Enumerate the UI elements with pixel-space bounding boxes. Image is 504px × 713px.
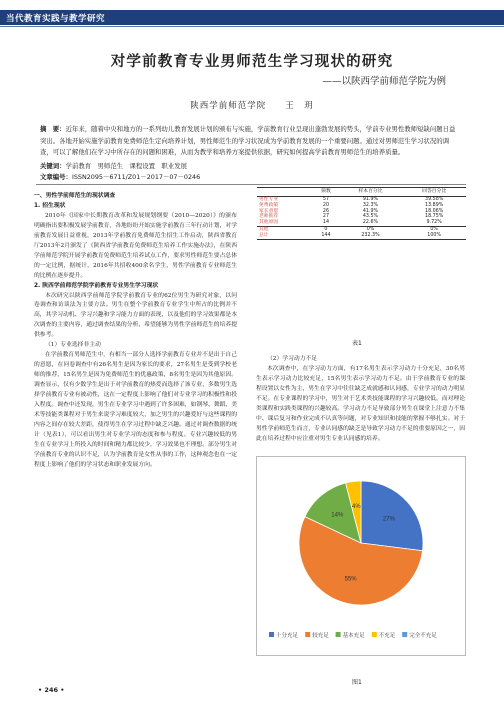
table-cell: 91.9% bbox=[362, 197, 379, 202]
article-id-label: 文章编号： bbox=[40, 173, 72, 181]
table-cell: 144 bbox=[313, 233, 338, 239]
table-cell: 43.5% bbox=[362, 214, 379, 220]
right-column bbox=[256, 355, 465, 445]
legend-label: 较充足 bbox=[312, 633, 329, 639]
legend-label: 完全不充足 bbox=[409, 633, 437, 639]
table-cell: 100% bbox=[402, 233, 466, 239]
table-cell: 20 bbox=[322, 202, 329, 208]
table-cell: 13.89% bbox=[425, 202, 444, 208]
legend-label: 不充足 bbox=[378, 633, 396, 639]
table-cell: 家长意愿 bbox=[259, 208, 279, 214]
article-subtitle: ——以陕西学前师范学院为例 bbox=[322, 76, 446, 87]
table-cell: 0% bbox=[339, 226, 403, 232]
header-divider bbox=[0, 26, 504, 27]
keywords bbox=[40, 161, 187, 170]
table-cell: 0% bbox=[402, 226, 466, 232]
table-header-cell: 样本百分比 bbox=[339, 188, 403, 197]
pie-chart-figure bbox=[256, 456, 466, 656]
table-cell: 其他原因 bbox=[259, 220, 279, 226]
figure-caption: 图1 bbox=[352, 679, 362, 686]
article-id bbox=[40, 172, 200, 181]
table-row-total bbox=[257, 233, 466, 239]
table-cell: 18.75% bbox=[425, 214, 444, 220]
keywords-text: 学前教育 男师范生 课程设置 职业发展 bbox=[65, 162, 187, 170]
table-cell: 26 bbox=[322, 208, 329, 214]
left-column bbox=[34, 192, 237, 471]
section-heading: 一、男性学前师范生的现状调查 bbox=[34, 193, 116, 199]
table-header-cell: 回答百分比 bbox=[402, 188, 466, 197]
table-cell: 总计 bbox=[257, 233, 313, 239]
table-cell: 32.3% bbox=[362, 202, 379, 208]
journal-header-bar bbox=[0, 10, 504, 25]
article-id-value: ISSN2095－6711/Z01－2017－07－0246 bbox=[71, 173, 201, 181]
subsection-heading: （2）学习动力不足 bbox=[267, 356, 318, 362]
table-cell: 232.3% bbox=[339, 233, 403, 239]
legend-swatch bbox=[269, 632, 274, 637]
paragraph: 本次研究以陕西学前师范学院学前教育专业的62位男生为研究对象，以问卷调查和访谈法为主要方法。男生在整个学前教育专业学生中所占的比例并不高，其学习动机、学习兴趣和学习能力方面的表现，以及他们的学习效果都是本次调查的主要内容，通过调查结果的分析，希望能够为男性学前师范生的培养提供参考。 bbox=[34, 292, 237, 339]
abstract-divider bbox=[36, 184, 466, 185]
legend-swatch bbox=[336, 632, 341, 637]
paragraph: 本次调查中，在学习动力方面，有17名男生表示学习动力十分充足，30名男生表示学习动力比较充足，15名男生表示学习动力不足。由于学前教育专业的课程设置以女性为主，男生在学习中往往缺乏成就感和认同感，专业学习的动力明显不足。在专业课程的学习中，男生对于艺术类技能课程的学习兴趣较低，而对理论类课程和实践类课程的兴趣较高。学习动力不足导致部分男生在课堂上注意力不集中、课后复习和作业完成不认真等问题，对专业知识和技能的掌握不够扎实。对于男性学前师范生而言，专业认同感的缺乏是导致学习动力不足的重要原因之一，因此在培养过程中应注重对男生专业认同感的培养。 bbox=[256, 365, 465, 442]
subsection-heading: （1）专业选择非主动 bbox=[45, 342, 101, 349]
table-cell: 免费政策 bbox=[259, 202, 279, 208]
table-header-cell bbox=[257, 188, 313, 197]
table-cell: 其他 bbox=[257, 226, 313, 232]
pie-slice-label: 14% bbox=[331, 512, 344, 519]
table-cell: 57 bbox=[322, 197, 329, 202]
table-cell: 14 bbox=[322, 220, 329, 226]
abstract-text: 近年来，随着中央和地方的一系列幼儿教育发展计划的颁布与实施，学前教育行业呈现出蓬勃发展的势头，学前专业男性教师短缺问题日益突出。各地开始实施学前教育免费师范生定向培养计划，男性师范生的学习状况成为学前教育发展的一个重要问题。通过对男师范生学习状况的调查，可以了解他们在学习中所存在的问题和困难，从而为教学和培养方案提供依据，研究如何提高学前教育男师范生的培养质量。 bbox=[40, 125, 456, 157]
table-cell: 9.72% bbox=[426, 220, 442, 226]
pie-slice-label: 4% bbox=[352, 504, 361, 511]
table-cell: 41.9% bbox=[362, 208, 379, 214]
table-cell: 39.58% bbox=[425, 197, 444, 202]
table-cell: 18.06% bbox=[425, 208, 444, 214]
pie-slice-label: 55% bbox=[344, 576, 357, 583]
table-1 bbox=[257, 187, 466, 240]
legend-swatch bbox=[402, 632, 407, 637]
legend-label: 十分充足 bbox=[276, 633, 299, 639]
article-title: 对学前教育专业男师范生学习现状的研究 bbox=[110, 53, 394, 70]
legend-label: 基本充足 bbox=[342, 633, 365, 639]
page-number: • 246 • bbox=[38, 686, 65, 694]
table-caption: 表1 bbox=[352, 340, 362, 347]
subsection-heading: 1. 招生现状 bbox=[34, 202, 66, 209]
table-cell: 27 bbox=[322, 214, 329, 220]
pie-chart bbox=[257, 457, 465, 655]
table-header-row bbox=[257, 188, 466, 197]
keywords-label: 关键词： bbox=[40, 162, 66, 170]
table-header-cell: 频数 bbox=[313, 188, 338, 197]
subsection-heading: 2. 陕西学前师范学院学前教育专业男生学习现状 bbox=[34, 282, 159, 289]
table-cell: 0 bbox=[313, 226, 338, 232]
table-cell: 22.6% bbox=[362, 220, 379, 226]
paragraph: 在学前教育男师范生中，有相当一部分人选择学前教育专业并不是出于自己的意愿，在问卷调查中有26名男生是因为家长的要求，27名男生是受到学校老师的推荐，15名男生是因为免费师范生的优惠政策，8名男生是因为其他原因。调查显示，仅有少数学生是出于对学前教育的热爱而选择了该专业，多数男生选择学前教育专业有被动性，这在一定程度上影响了他们对专业学习的积极性和投入程度。调查中还发现，男生在专业学习中遇到了许多困难，如钢琴、舞蹈、美术等技能类课程对于男生来说学习难度较大，加之男生的兴趣爱好与这些课程的内容之间存在较大差距，使得男生在学习过程中缺乏兴趣。通过对调查数据的统计（见表1），可以看出男生对专业学习的态度和参与程度。专业兴趣较低的男生在专业学习上所投入的时间和精力都比较少，学习效果也不理想。部分男生对学前教育专业的认识不足，认为学前教育是女性从事的工作，这种观念也在一定程度上影响了他们的学习状态和职业发展方向。 bbox=[34, 352, 237, 468]
pie-slice-label: 27% bbox=[382, 516, 395, 523]
legend-swatch bbox=[305, 632, 310, 637]
table-cell: 老师推荐 bbox=[259, 214, 279, 220]
author-line: 陕西学前师范学院 王 玥 bbox=[190, 101, 314, 111]
table-cell: 男性专业 bbox=[259, 197, 279, 202]
legend-swatch bbox=[372, 632, 377, 637]
journal-name: 当代教育实践与教学研究 bbox=[6, 14, 106, 24]
paragraph: 2010年《国家中长期教育改革和发展规划纲要（2010—2020）》的颁布明确指出要积极发展学前教育，各地纷纷开始实施学前教育三年行动计划，对学前教育发展日益重视，2013年学前教育免费师范生招生工作启动，陕西省教育厅2013年2月颁发了《陕西省学前教育免费师范生培养工作实施办法》，在陕西学前师范学院开展学前教育免费师范生培养试点工作，要求男性师范生要占总体的一定比例，据统计，2016年共招收400余名学生，男性学前教育专业师范生的比例在逐步提升。 bbox=[34, 212, 237, 279]
abstract bbox=[40, 124, 460, 159]
abstract-label: 摘 要： bbox=[40, 125, 66, 133]
